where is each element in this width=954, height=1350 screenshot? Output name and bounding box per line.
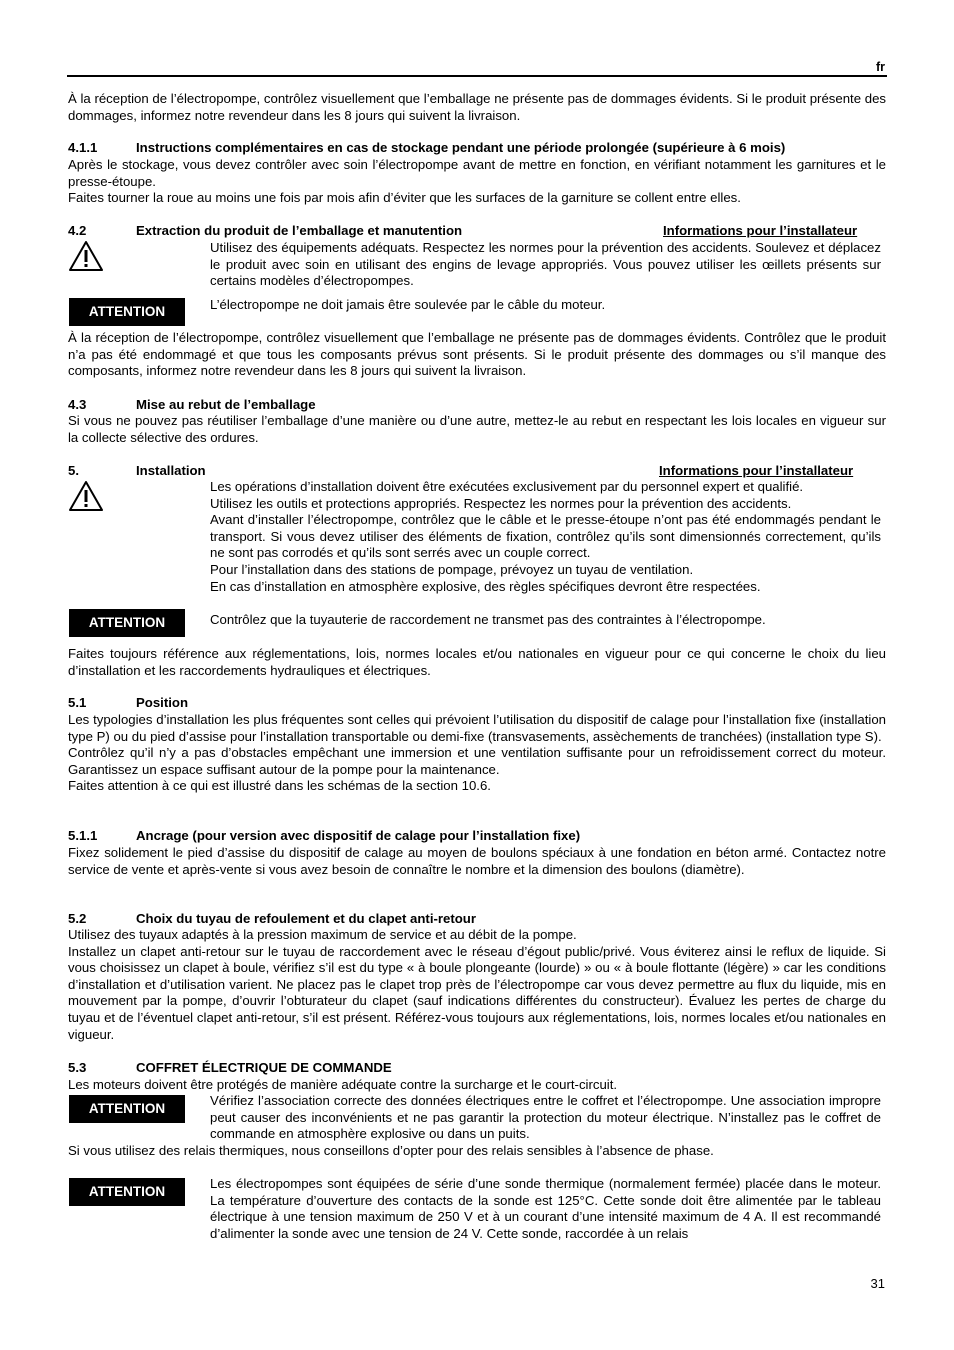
section-title-5-3: COFFRET ÉLECTRIQUE DE COMMANDE	[136, 1060, 392, 1075]
attention-text-5: Contrôlez que la tuyauterie de raccordement ne transmet pas des contraintes à l’électropompe.	[210, 612, 766, 627]
language-tag: fr	[875, 60, 885, 74]
section-body-5-2: Utilisez des tuyaux adaptés à la pression maximum de service et au débit de la pompe. Installez un clapet anti-retour sur le tuyau de raccordement avec le réseau d’égout public/privé. Vous éviterez ainsi le reflux de liquide. Si vous choisissez un clapet à boule, vérifiez s’il est du type « à boule plongeante (lourde) » ou « à boule flottante (légère) » car les conditions d’installation et d’utilisation varient. Ne placez pas le clapet trop près de l’électropompe car vous devez permettre au flux du liquide, mis en mouvement par la pompe, d’ouvrir l’obturateur du clapet (sauf indications différentes du constructeur). Évaluez les pertes de charge du tuyau et de l’éventuel clapet anti-retour, s’il est présent. Référez-vous toujours aux réglementations, lois, normes locales et/ou nationales en vigueur.	[68, 927, 886, 1042]
warning-text-4-2: Utilisez des équipements adéquats. Respectez les normes pour la prévention des accidents. Soulevez et déplacez le produit avec soin en utilisant des engins de levage appropriés. Vous pouvez utiliser les œillets présents sur certains modèles d’électropompes.	[210, 240, 881, 289]
section-title-4-2: Extraction du produit de l’emballage et manutention	[136, 223, 463, 238]
section-number-5-1-1: 5.1.1	[68, 828, 98, 843]
installer-info-5: Informations pour l’installateur	[659, 463, 854, 478]
intro-paragraph: À la réception de l’électropompe, contrôlez visuellement que l’emballage ne présente pas de dommages évidents. Si le produit présente des dommages, informez notre revendeur dans les 8 jours qui suivent la livraison.	[68, 91, 886, 123]
warning-triangle-icon	[68, 480, 104, 512]
section-title-5-1: Position	[136, 695, 189, 710]
section-body-4-3: Si vous ne pouvez pas réutiliser l’emballage d’une manière ou d’une autre, mettez-le au rebut en respectant les lois locales en vigueur sur la collecte sélective des ordures.	[68, 413, 886, 445]
page-number: 31	[870, 1276, 885, 1291]
section-body-5: Faites toujours référence aux réglementations, lois, normes locales et/ou nationales en vigueur pour ce qui concerne le choix du lieu d’installation et les raccordements hydrauliques et électriques.	[68, 646, 886, 678]
section-number-4-2: 4.2	[68, 223, 87, 238]
attention-badge-5: ATTENTION	[69, 609, 185, 637]
header-rule	[67, 75, 887, 77]
attention-badge-4-2: ATTENTION	[69, 298, 185, 326]
installer-info-4-2: Informations pour l’installateur	[663, 223, 858, 238]
attention-badge-5-3-probe: ATTENTION	[69, 1178, 185, 1206]
section-title-4-3: Mise au rebut de l’emballage	[136, 397, 316, 412]
section-body-5-3-relays: Si vous utilisez des relais thermiques, nous conseillons d’opter pour des relais sensibles à l’absence de phase.	[68, 1143, 714, 1158]
section-number-5: 5.	[68, 463, 79, 478]
warning-text-5: Les opérations d’installation doivent être exécutées exclusivement par du personnel expert et qualifié. Utilisez les outils et protections appropriés. Respectez les normes pour la prévention des accidents. Avant d’installer l’électropompe, contrôlez que le câble et le presse-étoupe n’ont pas été endommagés pendant le transport. Si vous devez utiliser des éléments de fixation, contrôlez qu’ils sont dimensionnés correctement, qu’ils ne sont pas corrodés et qu’ils sont serrés avec un couple correct. Pour l’installation dans des stations de pompage, prévoyez un tuyau de ventilation. En cas d’installation en atmosphère explosive, des règles spécifiques devront être respectées.	[210, 479, 881, 594]
attention-text-5-3-probe: Les électropompes sont équipées de série d’une sonde thermique (normalement fermée) placée dans le moteur. La température d’ouverture des contacts de la sonde est 125°C. Cette sonde doit être alimentée par le tableau électrique à une tension maximum de 250 V et à un courant d’une intensité maximum de 4 A. Il est recommandé d’alimenter la sonde avec une tension de 24 V. Cette sonde, raccordée à un relais	[210, 1176, 881, 1241]
section-title-5-2: Choix du tuyau de refoulement et du clapet anti-retour	[136, 911, 476, 926]
section-title-5: Installation	[136, 463, 206, 478]
section-number-4-1-1: 4.1.1	[68, 140, 98, 155]
attention-text-4-2: L’électropompe ne doit jamais être soulevée par le câble du moteur.	[210, 297, 606, 312]
attention-text-5-3: Vérifiez l’association correcte des données électriques entre le coffret et l’électropompe. Une association impropre peut causer des inconvénients et ne pas garantir la protection du moteur électrique. N’installez pas le coffret de commande en atmosphère explosive ou dans un puits.	[210, 1093, 881, 1142]
section-body-5-1: Les typologies d’installation les plus fréquentes sont celles qui prévoient l’utilisation du dispositif de calage pour l’installation fixe (installation type P) ou du pied d’assise pour l’installation transportable ou demi-fixe (transvasements, assèchements de tranchées) (installation type S). Contrôlez qu’il n’y a pas d’obstacles empêchant une immersion et une ventilation suffisante pour un refroidissement correct du moteur. Garantissez un espace suffisant autour de la pompe pour la maintenance. Faites attention à ce qui est illustré dans les schémas de la section 10.6.	[68, 712, 886, 794]
attention-badge-5-3: ATTENTION	[69, 1095, 185, 1123]
warning-triangle-icon	[68, 240, 104, 272]
section-body-4-1-1: Après le stockage, vous devez contrôler avec soin l’électropompe avant de mettre en fonction, en vérifiant notamment les garnitures et le presse-étoupe. Faites tourner la roue au moins une fois par mois afin d’éviter que les surfaces de la garniture se collent entre elles.	[68, 157, 886, 206]
section-number-5-1: 5.1	[68, 695, 87, 710]
section-number-5-2: 5.2	[68, 911, 87, 926]
section-number-5-3: 5.3	[68, 1060, 87, 1075]
section-title-4-1-1: Instructions complémentaires en cas de stockage pendant une période prolongée (supérieure à 6 mois)	[136, 140, 786, 155]
section-title-5-1-1: Ancrage (pour version avec dispositif de calage pour l’installation fixe)	[136, 828, 581, 843]
section-number-4-3: 4.3	[68, 397, 87, 412]
section-body-4-2: À la réception de l’électropompe, contrôlez visuellement que l’emballage ne présente pas de dommages évidents. Contrôlez que le produit n’a pas été endommagé et que tous les composants prévus sont présents. Si le produit présente des dommages ou s’il manque des composants, informez notre revendeur dans les 8 jours qui suivent la livraison.	[68, 330, 886, 379]
section-body-5-3: Les moteurs doivent être protégés de manière adéquate contre la surcharge et le court-circuit.	[68, 1077, 618, 1092]
section-body-5-1-1: Fixez solidement le pied d’assise du dispositif de calage au moyen de boulons spéciaux à une fondation en béton armé. Contactez notre service de vente et après-vente si vous avez besoin de connaître le nombre et la dimension des boulons (diamètre).	[68, 845, 886, 877]
